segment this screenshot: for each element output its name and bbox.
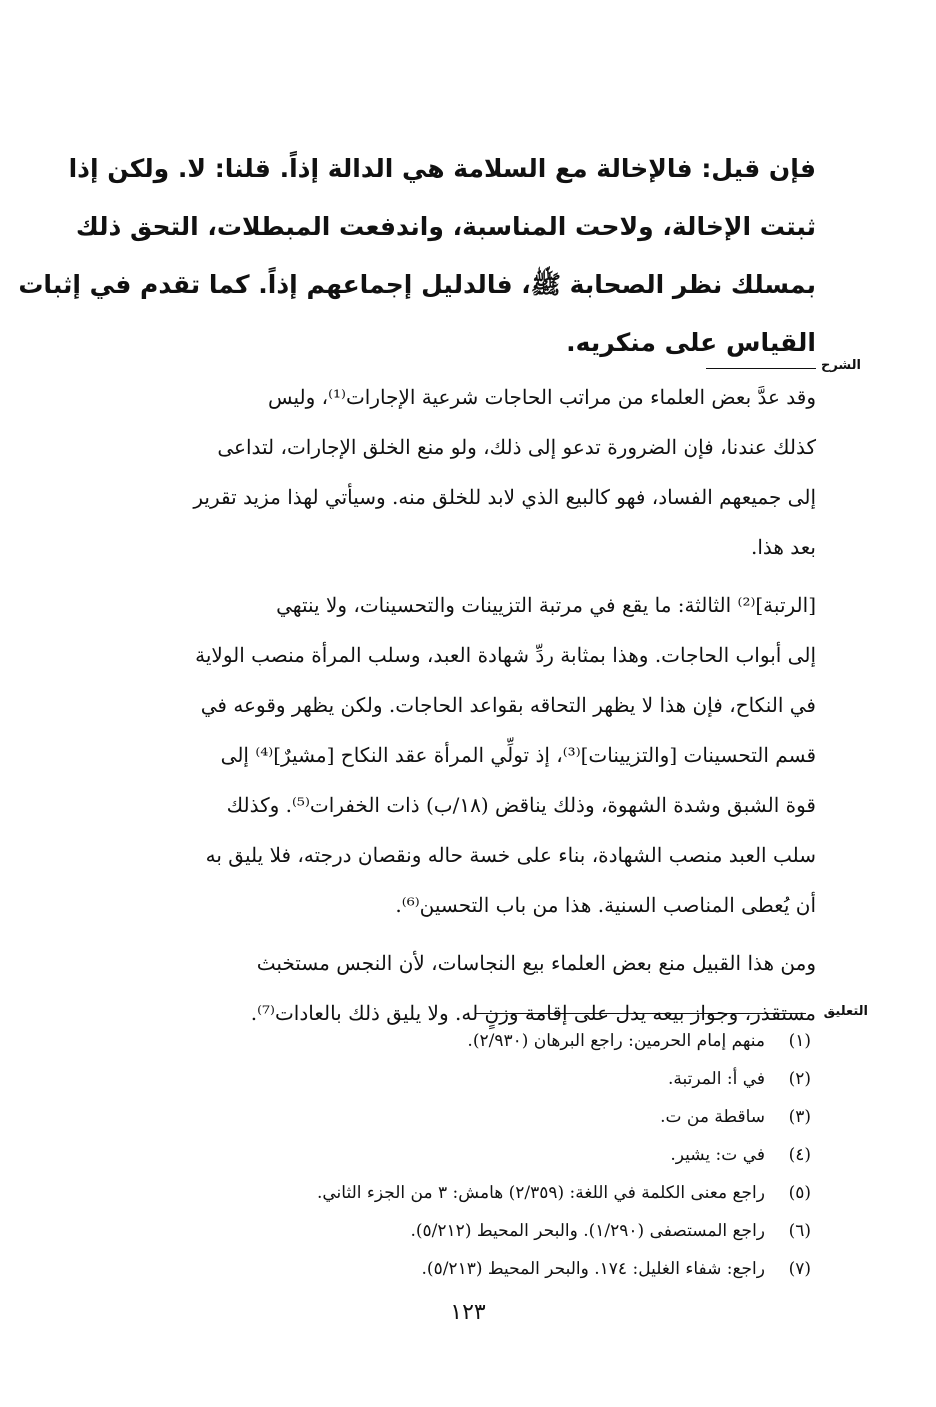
sharh-line: كذلك عندنا، فإن الضرورة تدعو إلى ذلك، ولو منع الخلق الإجارات، لتداعى xyxy=(217,435,816,459)
matn-line: فإن قيل: فالإخالة مع السلامة هي الدالة إذاً. قلنا: لا. ولكن إذا xyxy=(68,154,816,183)
notes-separator xyxy=(476,1013,806,1014)
footnote xyxy=(111,1212,811,1250)
sharh-line: مستقذر، وجواز بيعه يدل على إقامة وزنٍ له. ولا يليق ذلك بالعادات⁽⁷⁾. xyxy=(250,1001,816,1025)
footnote-text: في أ: المرتبة. xyxy=(667,1069,765,1089)
matn-line: ثبتت الإخالة، ولاحت المناسبة، واندفعت المبطلات، التحق ذلك xyxy=(75,212,816,241)
sharh-line: [الرتبة]⁽²⁾ الثالثة: ما يقع في مرتبة التزيينات والتحسينات، ولا ينتهي xyxy=(276,593,816,617)
sharh-line: بعد هذا. xyxy=(750,535,816,559)
footnote xyxy=(111,1022,811,1060)
footnote-text: راجع معنى الكلمة في اللغة: (٢/٣٥٩) هامش: ٣ من الجزء الثاني. xyxy=(316,1183,765,1203)
sharh-line: قوة الشبق وشدة الشهوة، وذلك يناقض (١٨/ب) ذات الخفرات⁽⁵⁾. وكذلك xyxy=(226,793,816,817)
footnote-text: منهم إمام الحرمين: راجع البرهان (٢/٩٣٠). xyxy=(467,1031,765,1051)
footnote-number: (٧) xyxy=(788,1259,811,1279)
footnote-text: ساقطة من ت. xyxy=(660,1107,765,1127)
paragraph-gap xyxy=(104,572,816,580)
sharh-line: ومن هذا القبيل منع بعض العلماء بيع النجاسات، لأن النجس مستخبث xyxy=(256,951,816,975)
sharh-text xyxy=(104,372,816,1038)
footnote-text: في ت: يشير. xyxy=(670,1145,765,1165)
footnotes-list xyxy=(111,1022,811,1288)
sharh-label: الشرح xyxy=(820,358,861,373)
sharh-line: إلى جميعهم الفساد، فهو كالبيع الذي لابد للخلق منه. وسيأتي لهذا مزيد تقرير xyxy=(193,485,816,509)
footnote-number: (٣) xyxy=(788,1107,811,1127)
footnote xyxy=(111,1136,811,1174)
footnote xyxy=(111,1174,811,1212)
footnote-text: راجع المستصفى (١/٢٩٠). والبحر المحيط (٥/٢١٢). xyxy=(410,1221,765,1241)
footnote-number: (٤) xyxy=(788,1145,811,1165)
sharh-line: إلى أبواب الحاجات. وهذا بمثابة ردِّ شهادة العبد، وسلب المرأة منصب الولاية xyxy=(195,643,816,667)
footnote-number: (٥) xyxy=(788,1183,811,1203)
footnote xyxy=(111,1250,811,1288)
sharh-line: قسم التحسينات [والتزيينات]⁽³⁾، إذ تولِّي المرأة عقد النكاح [مشيرٌ]⁽⁴⁾ إلى xyxy=(220,743,816,767)
page-number: ١٢٣ xyxy=(450,1300,486,1325)
notes-label: التعليق xyxy=(823,1004,868,1019)
sharh-separator xyxy=(706,368,816,369)
matn-line: بمسلك نظر الصحابة ﷺ، فالدليل إجماعهم إذاً. كما تقدم في إثبات xyxy=(18,270,816,299)
footnote xyxy=(111,1060,811,1098)
footnote-number: (٢) xyxy=(788,1069,811,1089)
paragraph-gap xyxy=(104,930,816,938)
matn-text xyxy=(18,140,816,372)
footnote xyxy=(111,1098,811,1136)
footnote-number: (١) xyxy=(788,1031,811,1051)
sharh-line: أن يُعطى المناصب السنية. هذا من باب التحسين⁽⁶⁾. xyxy=(395,893,816,917)
matn-line: القياس على منكريه. xyxy=(566,328,816,357)
sharh-line: في النكاح، فإن هذا لا يظهر التحاقه بقواعد الحاجات. ولكن يظهر وقوعه في xyxy=(200,693,816,717)
footnote-text: راجع: شفاء الغليل: ١٧٤. والبحر المحيط (٥/٢١٣). xyxy=(421,1259,765,1279)
sharh-line: سلب العبد منصب الشهادة، بناء على خسة حاله ونقصان درجته، فلا يليق به xyxy=(205,843,816,867)
sharh-line: وقد عدَّ بعض العلماء من مراتب الحاجات شرعية الإجارات⁽¹⁾، وليس xyxy=(268,385,816,409)
footnote-number: (٦) xyxy=(788,1221,811,1241)
